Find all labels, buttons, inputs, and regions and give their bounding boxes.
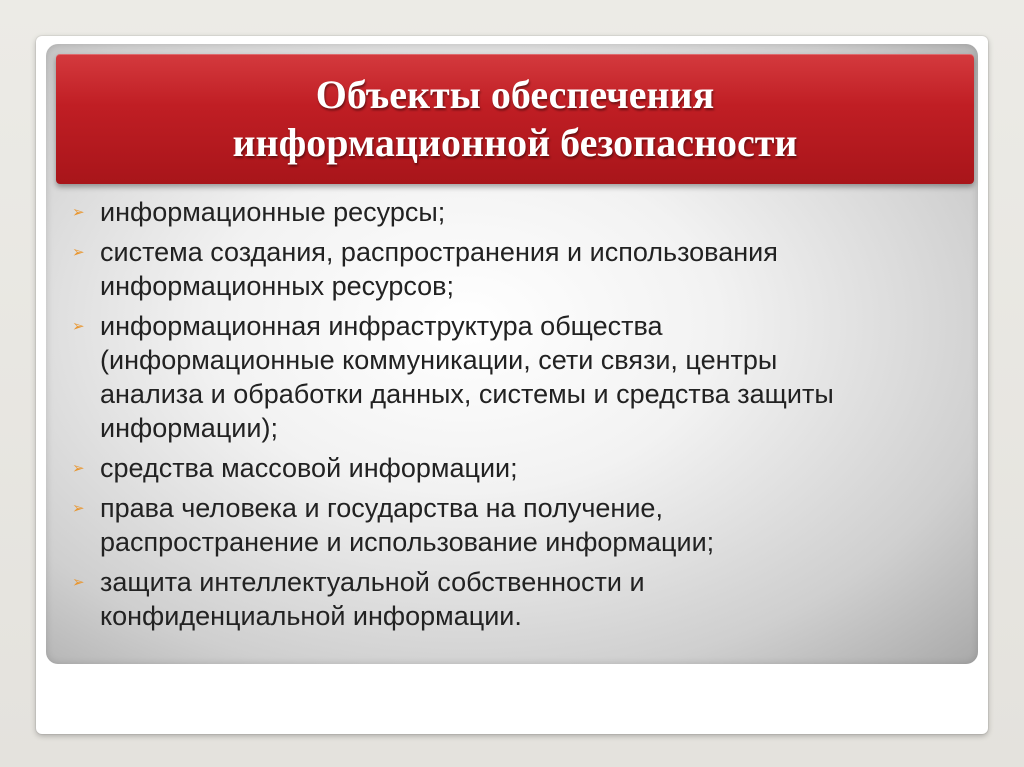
list-item <box>72 309 952 445</box>
list-item-text: средства массовой информации; <box>100 453 518 483</box>
list-item <box>72 235 952 303</box>
list-item <box>72 195 952 229</box>
list-item-text: защита интеллектуальной собственности и конфиденциальной информации. <box>100 567 645 631</box>
bullet-list <box>72 195 952 639</box>
arrowhead-bullet-icon: ➢ <box>72 243 85 261</box>
list-item-text: права человека и государства на получение, распространение и использование информации; <box>100 493 715 557</box>
list-item <box>72 491 952 559</box>
arrowhead-bullet-icon: ➢ <box>72 573 85 591</box>
arrowhead-bullet-icon: ➢ <box>72 459 85 477</box>
arrowhead-bullet-icon: ➢ <box>72 499 85 517</box>
list-item-text: информационная инфраструктура общества (информационные коммуникации, сети связи, центры анализа и обработки данных, системы и средства защиты информации); <box>100 311 834 443</box>
list-item-text: информационные ресурсы; <box>100 197 446 227</box>
list-item-text: система создания, распространения и использования информационных ресурсов; <box>100 237 778 301</box>
list-item <box>72 451 952 485</box>
slide-title: Объекты обеспечения информационной безопасности <box>232 72 798 165</box>
title-banner <box>56 54 974 184</box>
arrowhead-bullet-icon: ➢ <box>72 317 85 335</box>
arrowhead-bullet-icon: ➢ <box>72 203 85 221</box>
list-item <box>72 565 952 633</box>
